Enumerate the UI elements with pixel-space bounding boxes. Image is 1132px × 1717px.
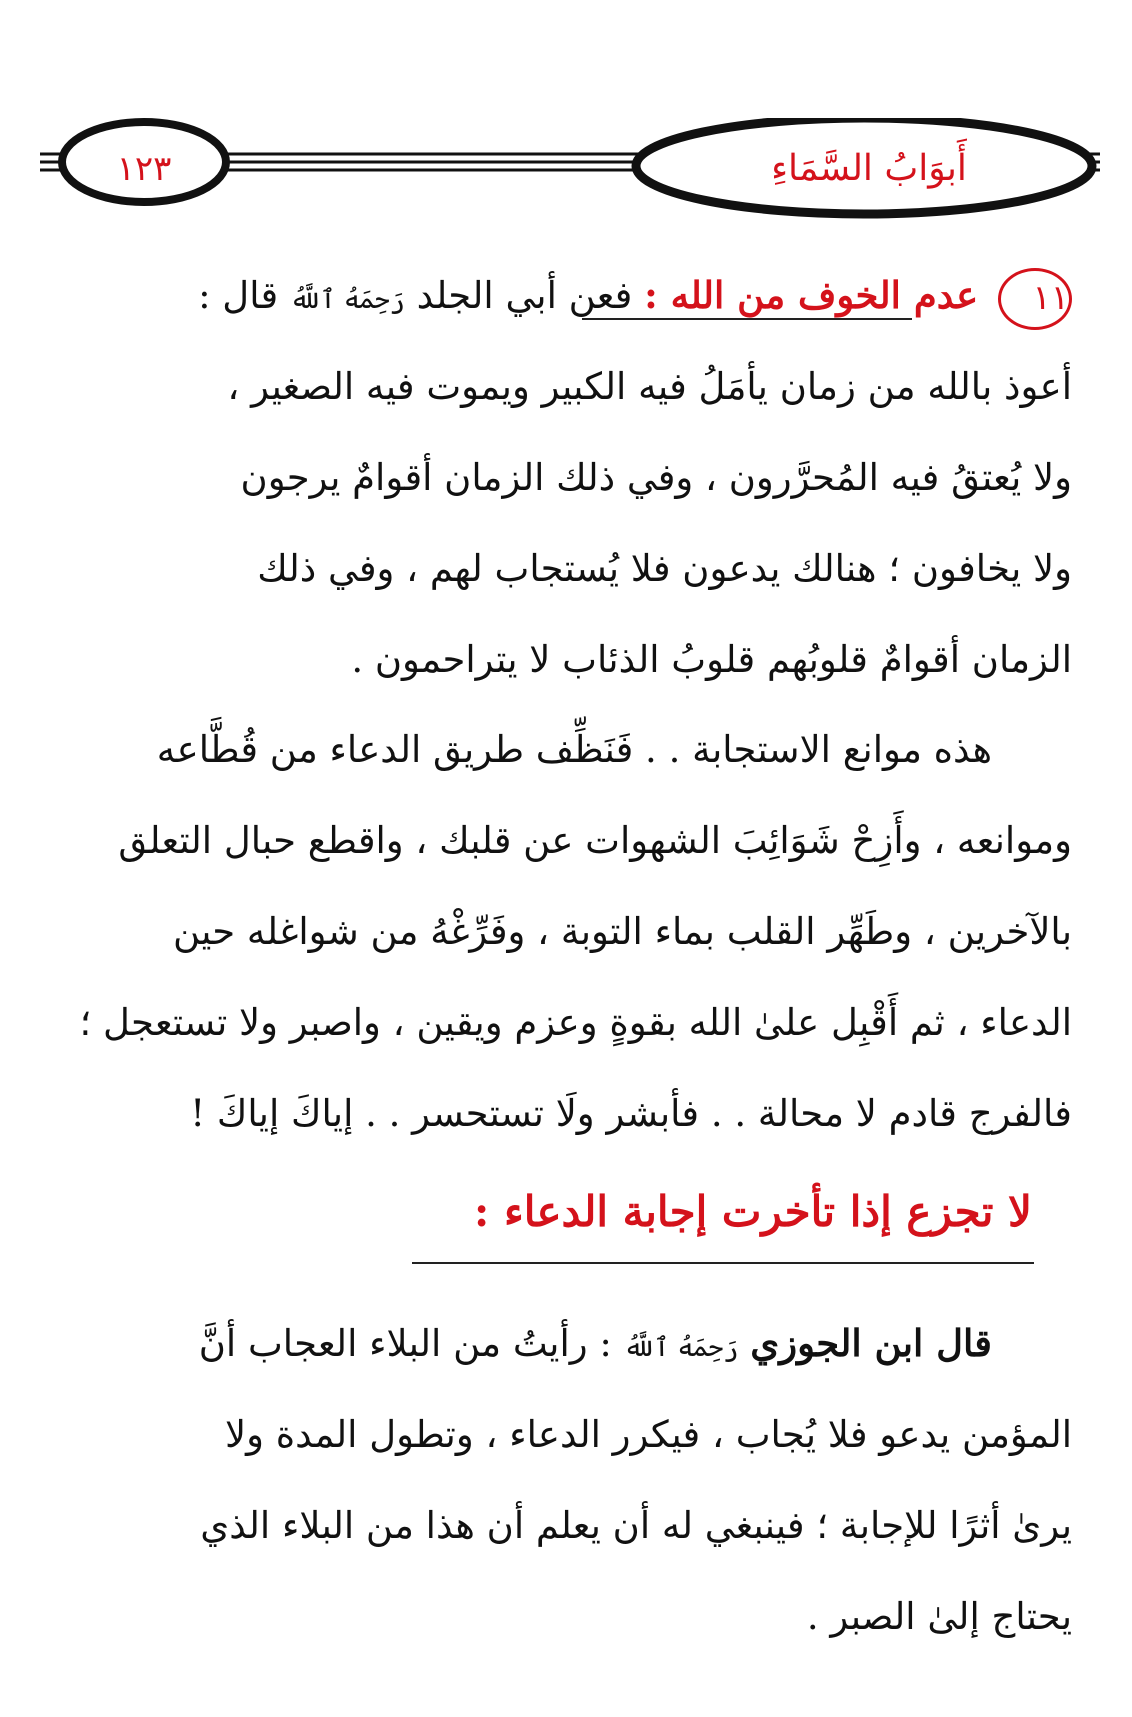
text-line: الزمان أقوامٌ قلوبُهم قلوبُ الذئاب لا يتراحمون . <box>351 638 1072 681</box>
quote-start: : رأيتُ من البلاء العجاب أنَّ <box>198 1322 612 1365</box>
section-heading: عدم الخوف من الله : <box>644 273 979 317</box>
speaker-name: قال ابن الجوزي <box>750 1321 992 1365</box>
text-line: يرىٰ أثرًا للإجابة ؛ فينبغي له أن يعلم أن هذا من البلاء الذي <box>200 1504 1072 1547</box>
text-line: بالآخرين ، وطَهِّر القلب بماء التوبة ، وفَرِّغْهُ من شواغله حين <box>172 910 1072 953</box>
paragraph-3-first-line <box>42 1298 1072 1389</box>
section-intro-end: قال : <box>198 274 279 317</box>
text-line: هذه موانع الاستجابة . . فَنَظِّف طريق الدعاء من قُطَّاعه <box>156 728 992 771</box>
subheading: لا تجزع إذا تأخرت إجابة الدعاء : <box>473 1187 1032 1236</box>
text-line: أعوذ بالله من زمان يأمَلُ فيه الكبير ويموت فيه الصغير ، <box>227 365 1072 408</box>
text-line: يحتاج إلىٰ الصبر . <box>806 1595 1072 1638</box>
text-line: ولا يخافون ؛ هنالك يدعون فلا يُستجاب لهم ، وفي ذلك <box>257 547 1072 590</box>
paragraph-2 <box>42 704 1072 1159</box>
section-intro: فعن أبي الجلد <box>416 274 633 317</box>
page-header <box>40 118 1100 220</box>
paragraph-3 <box>42 1298 1072 1662</box>
text-line: الدعاء ، ثم أَقْبِل علىٰ الله بقوةٍ وعزم ويقين ، واصبر ولا تستعجل ؛ <box>79 1001 1072 1044</box>
running-title: أَبوَابُ السَّمَاءِ <box>771 148 967 189</box>
heading-underline <box>582 318 912 320</box>
section-1-heading-line <box>42 250 1072 341</box>
text-line: المؤمن يدعو فلا يُجاب ، فيكرر الدعاء ، وتطول المدة ولا <box>224 1413 1072 1456</box>
section-number-badge: ١١ <box>998 268 1072 330</box>
text-line: وموانعه ، وأَزِحْ شَوَائِبَ الشهوات عن قلبك ، واقطع حبال التعلق <box>118 819 1072 862</box>
honorific: رَحِمَهُ ٱللَّهُ <box>623 1333 739 1363</box>
text-line: فالفرج قادم لا محالة . . فأبشر ولَا تستحسر . . إياكَ إياكَ ! <box>190 1092 1072 1135</box>
text-line: ولا يُعتقُ فيه المُحرَّرون ، وفي ذلك الزمان أقوامٌ يرجون <box>240 456 1072 499</box>
subheading-rule <box>412 1262 1034 1264</box>
section-1 <box>42 250 1072 705</box>
page-number: ١٢٣ <box>116 149 172 189</box>
honorific: رَحِمَهُ ٱللَّهُ <box>289 285 405 315</box>
